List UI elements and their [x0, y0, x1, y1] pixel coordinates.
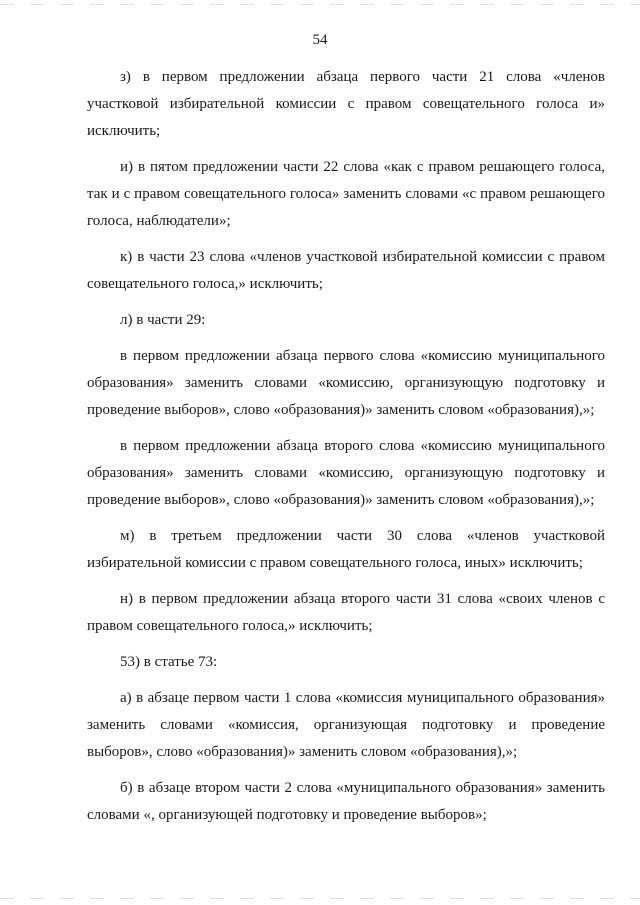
paragraph-l-second: в первом предложении абзаца второго слова «комиссию муниципального образования» заменить словами «комиссию, организующую подготовку и проведение выборов», слово «образования)» заменить словом «образования),»;	[87, 438, 605, 508]
paragraph-53: 53) в статье 73:	[120, 654, 218, 670]
paragraph-b: б) в абзаце втором части 2 слова «муниципального образования» заменить словами «, организующей подготовку и проведение выборов»;	[87, 780, 605, 823]
paragraph-i: и) в пятом предложении части 22 слова «как с правом решающего голоса, так и с правом совещательного голоса» заменить словами «с правом решающего голоса, наблюдатели»;	[87, 159, 605, 229]
scan-edge-top	[0, 4, 640, 5]
paragraph-z: з) в первом предложении абзаца первого части 21 слова «членов участковой избирательной комиссии с правом совещательного голоса и» исключить;	[87, 69, 605, 139]
paragraph-l-first: в первом предложении абзаца первого слова «комиссию муниципального образования» заменить словами «комиссию, организующую подготовку и проведение выборов», слово «образования)» заменить словом «образования),»;	[87, 348, 605, 418]
page-number: 54	[312, 32, 328, 48]
document-body	[87, 64, 605, 838]
paragraph-k: к) в части 23 слова «членов участковой избирательной комиссии с правом совещательного голоса,» исключить;	[87, 249, 605, 292]
paragraph-m: м) в третьем предложении части 30 слова «членов участковой избирательной комиссии с правом совещательного голоса, иных» исключить;	[87, 528, 605, 571]
scan-edge-bottom	[0, 898, 640, 899]
paragraph-l: л) в части 29:	[120, 312, 206, 328]
paragraph-n: н) в первом предложении абзаца второго части 31 слова «своих членов с правом совещательного голоса,» исключить;	[87, 591, 605, 634]
paragraph-a: а) в абзаце первом части 1 слова «комиссия муниципального образования» заменить словами «комиссия, организующая подготовку и проведение выборов», слово «образования)» заменить словом «образования),»;	[87, 690, 605, 760]
